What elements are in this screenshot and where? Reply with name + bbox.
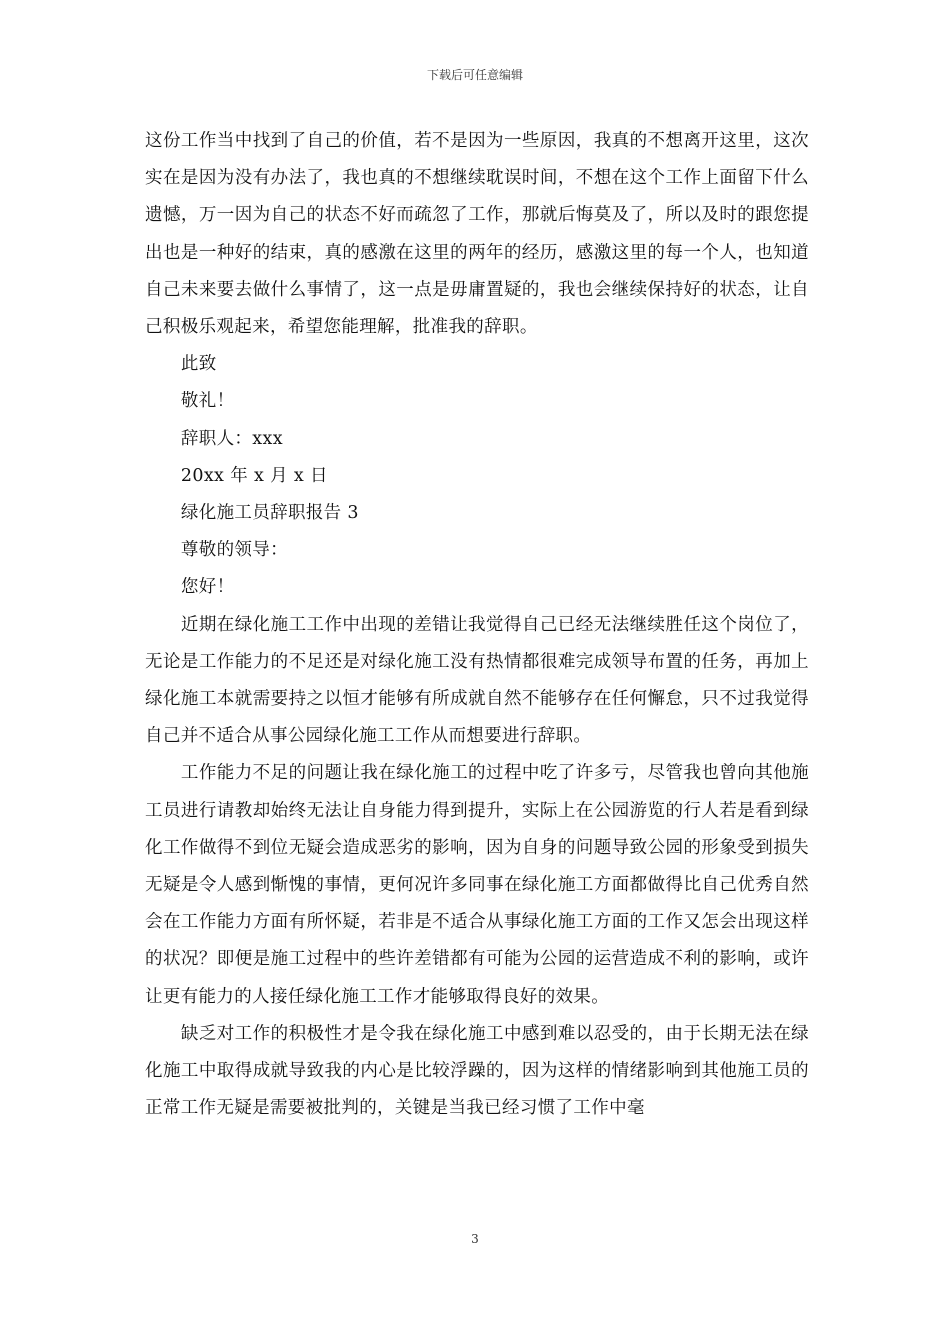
- paragraph: 缺乏对工作的积极性才是令我在绿化施工中感到难以忍受的，由于长期无法在绿化施工中取得成就导致我的内心是比较浮躁的，因为这样的情绪影响到其他施工员的正常工作无疑是需要被批判的，关键是当我已经习惯了工作中毫: [145, 1023, 809, 1119]
- letter-greeting: 您好！: [180, 577, 235, 598]
- signature-date: 20xx 年 x 月 x 日: [180, 465, 328, 486]
- paragraph: 工作能力不足的问题让我在绿化施工的过程中吃了许多亏，尽管我也曾向其他施工员进行请教却始终无法让自身能力得到提升，实际上在公园游览的行人若是看到绿化工作做得不到位无疑会造成恶劣的影响，因为自身的问题导致公园的形象受到损失无疑是令人感到惭愧的事情，更何况许多同事在绿化施工方面都做得比自己优秀自然会在工作能力方面有所怀疑，若非是不适合从事绿化施工方面的工作又怎会出现这样的状况？即便是施工过程中的些许差错都有可能为公园的运营造成不利的影响，或许让更有能力的人接任绿化施工工作才能够取得良好的效果。: [145, 763, 809, 1007]
- page-header: 下载后可任意编辑: [426, 68, 523, 82]
- closing-salutation: 此致: [180, 354, 217, 375]
- letter-addressee: 尊敬的领导：: [180, 540, 288, 561]
- paragraph: 近期在绿化施工工作中出现的差错让我觉得自己已经无法继续胜任这个岗位了，无论是工作能力的不足还是对绿化施工没有热情都很难完成领导布置的任务，再加上绿化施工本就需要持之以恒才能够有所成就自然不能够存在任何懈怠，只不过我觉得自己并不适合从事公园绿化施工工作从而想要进行辞职。: [145, 614, 809, 747]
- paragraph-continuation: 这份工作当中找到了自己的价值，若不是因为一些原因，我真的不想离开这里，这次实在是因为没有办法了，我也真的不想继续耽误时间，不想在这个工作上面留下什么遗憾，万一因为自己的状态不好而疏忽了工作，那就后悔莫及了，所以及时的跟您提出也是一种好的结束，真的感激在这里的两年的经历，感激这里的每一个人，也知道自己未来要去做什么事情了，这一点是毋庸置疑的，我也会继续保持好的状态，让自己积极乐观起来，希望您能理解，批准我的辞职。: [145, 131, 809, 338]
- document-body: [145, 123, 809, 1127]
- page-number: 3: [471, 1232, 479, 1246]
- section-title: 绿化施工员辞职报告 3: [180, 503, 359, 524]
- closing-regards: 敬礼！: [180, 391, 235, 412]
- signature-name: 辞职人：xxx: [180, 428, 283, 449]
